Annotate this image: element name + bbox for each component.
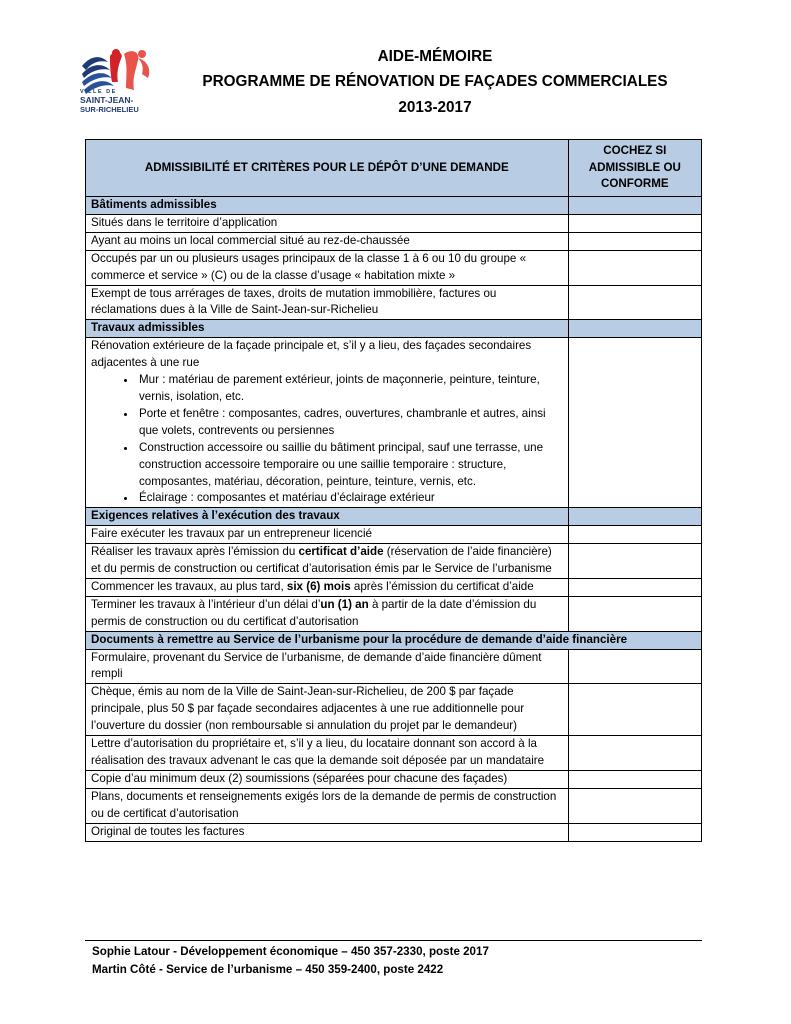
text-part: après l’émission du certificat d’aide <box>350 579 534 593</box>
check-cell[interactable] <box>568 214 701 232</box>
check-cell[interactable] <box>568 232 701 250</box>
check-cell[interactable] <box>568 578 701 596</box>
check-cell[interactable] <box>568 250 701 285</box>
criterion-text: Chèque, émis au nom de la Ville de Saint-Jean-sur-Richelieu, de 200 $ par façade principale, plus 50 $ par façade secondaires adjacentes à une rue additionnelle pour l’ouverture du dossier (non remboursable si annulation du projet par le demandeur) <box>86 684 569 736</box>
title-line2: PROGRAMME DE RÉNOVATION DE FAÇADES COMMERCIALES <box>202 73 668 90</box>
table-row <box>86 338 702 508</box>
footer-divider <box>85 940 702 941</box>
table-row <box>86 684 702 736</box>
table-row <box>86 770 702 788</box>
criterion-cell <box>86 338 569 508</box>
criterion-text: Formulaire, provenant du Service de l’urbanisme, de demande d’aide financière dûment rempli <box>86 649 569 684</box>
criterion-text: Lettre d’autorisation du propriétaire et, s’il y a lieu, du locataire donnant son accord à la réalisation des travaux advenant le cas que la demande soit déposée par un mandataire <box>86 736 569 771</box>
check-cell[interactable] <box>568 649 701 684</box>
criterion-cell <box>86 544 569 579</box>
text-bold: six (6) mois <box>286 579 351 593</box>
check-cell[interactable] <box>568 596 701 631</box>
criterion-cell <box>86 578 569 596</box>
bullet-item: • Éclairage : composantes et matériau d’éclairage extérieur <box>137 490 563 507</box>
footer-contact-1: Sophie Latour - Développement économique – 450 357-2330, poste 2017 <box>92 945 489 958</box>
section-row <box>86 197 702 215</box>
bullet-item: • Porte et fenêtre : composantes, cadres, ouvertures, chambranle et autres, ainsi que volets, contrevents ou persiennes <box>137 406 563 440</box>
bullet-list <box>91 372 563 507</box>
bullet-item: • Mur : matériau de parement extérieur, joints de maçonnerie, peinture, teinture, vernis, isolation, etc. <box>137 372 563 406</box>
criterion-text: Plans, documents et renseignements exigés lors de la demande de permis de construction ou de certificat d’autorisation <box>86 788 569 823</box>
check-cell[interactable] <box>568 736 701 771</box>
section-title: Documents à remettre au Service de l’urbanisme pour la procédure de demande d’aide financière <box>86 631 702 649</box>
header-criteria: ADMISSIBILITÉ ET CRITÈRES POUR LE DÉPÔT D’UNE DEMANDE <box>86 140 569 197</box>
criterion-text: Exempt de tous arrérages de taxes, droits de mutation immobilière, factures ou réclamations dues à la Ville de Saint-Jean-sur-Richelieu <box>86 285 569 320</box>
table-header-row <box>86 140 702 197</box>
check-cell[interactable] <box>568 823 701 841</box>
text-part: à partir de la date d’émission du permis de construction ou du certificat d’autorisation <box>91 597 537 628</box>
table-row <box>86 649 702 684</box>
check-cell[interactable] <box>568 684 701 736</box>
check-cell[interactable] <box>568 285 701 320</box>
table-row <box>86 788 702 823</box>
criterion-text: Copie d’au minimum deux (2) soumissions (séparées pour chacune des façades) <box>86 770 569 788</box>
check-cell[interactable] <box>568 770 701 788</box>
criterion-text: Occupés par un ou plusieurs usages principaux de la classe 1 à 6 ou 10 du groupe « commerce et service » (C) ou de la classe d’usage « habitation mixte » <box>86 250 569 285</box>
text-part: Terminer les travaux à l’intérieur d’un délai d’ <box>91 597 321 611</box>
logo-line3: SUR-RICHELIEU <box>80 105 139 114</box>
text-part: (réservation de l’aide financière) et du permis de construction ou certificat d’autorisation émis par le Service de l’urbanisme <box>91 545 552 576</box>
text-bold: certificat d’aide <box>298 545 384 559</box>
criterion-cell <box>86 596 569 631</box>
table-row <box>86 526 702 544</box>
criterion-intro: Rénovation extérieure de la façade principale et, s’il y a lieu, des façades secondaires adjacentes à une rue <box>91 339 532 370</box>
section-title: Exigences relatives à l’exécution des travaux <box>86 508 569 526</box>
section-title: Bâtiments admissibles <box>86 197 569 215</box>
criterion-text: Ayant au moins un local commercial situé au rez-de-chaussée <box>86 232 569 250</box>
table-row <box>86 232 702 250</box>
section-row <box>86 508 702 526</box>
table-row <box>86 285 702 320</box>
title-line1: AIDE-MÉMOIRE <box>377 48 493 65</box>
table-row <box>86 214 702 232</box>
section-row <box>86 631 702 649</box>
header-checkbox: COCHEZ SI ADMISSIBLE OU CONFORME <box>568 140 701 197</box>
check-cell[interactable] <box>568 338 701 508</box>
table-row <box>86 736 702 771</box>
criterion-text: Situés dans le territoire d’application <box>86 214 569 232</box>
criterion-text: Original de toutes les factures <box>86 823 569 841</box>
criteria-table <box>85 139 702 842</box>
criterion-text: Faire exécuter les travaux par un entrepreneur licencié <box>86 526 569 544</box>
table-row <box>86 250 702 285</box>
text-bold: un (1) an <box>320 597 369 611</box>
check-cell[interactable] <box>568 544 701 579</box>
table-row <box>86 823 702 841</box>
bullet-item: • Construction accessoire ou saillie du bâtiment principal, sauf une terrasse, une construction accessoire temporaire ou une saillie temporaire : structure, composantes, matériau, décoration, peinture, teinture, vernis, etc. <box>137 440 563 491</box>
logo-wordmark <box>80 89 160 114</box>
table-row <box>86 578 702 596</box>
logo-line2: SAINT-JEAN- <box>80 95 134 105</box>
table-row <box>86 544 702 579</box>
logo-line1: VILLE DE <box>80 89 117 95</box>
text-part: Commencer les travaux, au plus tard, <box>91 579 287 593</box>
section-title: Travaux admissibles <box>86 320 569 338</box>
table-row <box>86 596 702 631</box>
text-part: Réaliser les travaux après l’émission du <box>91 545 299 559</box>
title-line3: 2013-2017 <box>398 99 472 116</box>
footer-contact-2: Martin Côté - Service de l’urbanisme – 450 359-2400, poste 2422 <box>92 963 444 976</box>
check-cell[interactable] <box>568 788 701 823</box>
check-cell[interactable] <box>568 526 701 544</box>
section-row <box>86 320 702 338</box>
